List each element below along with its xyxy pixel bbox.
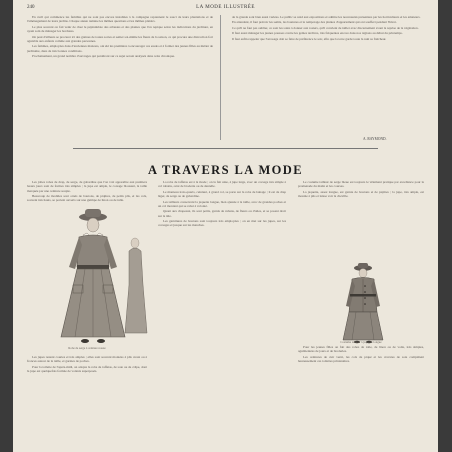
paragraph: Les jolies robes de drap, de serge, de gabardine que l'on voit apparaître aux premiers beaux jours sont de formes très simples ; la jupe est ample, le corsage blousant, la taille marquée par une ceinture souple.	[27, 180, 147, 193]
paragraph: de la grande sont bien aussi variées. Le public se rend aux expositions et admire les nouveautés présentées par les horticulteurs et les amateurs.	[232, 15, 421, 19]
paragraph: Le manteau trois-quarts, ceinturé, à grand col, se porte sur la robe de lainage ; il est de drap léger, de serge ou de gabardine.	[158, 189, 286, 199]
paragraph: La jaquette, assez longue, est garnie de boutons et de piqûres ; la jupe, très ample, est montée à plis et laisse voir la cheville.	[298, 189, 424, 199]
paragraph: Les tailleurs conservent la jaquette longue, bien ajustée à la taille, avec de grandes poches et un col montant qui se rabat à volonté.	[158, 199, 286, 208]
fashion-illustration-dress	[33, 205, 153, 355]
figure-caption-left: Robe de serge à ceinture nouée	[68, 346, 106, 350]
page-header	[27, 5, 424, 13]
dress-figure-icon	[33, 205, 153, 355]
fashion-illustration-suit	[303, 262, 423, 344]
paragraph: Les garnitures de boutons sont toujours très employées ; on en met sur les jupes, sur les corsages et jusque sur les manches.	[158, 219, 286, 228]
paragraph: Il faut enfin rappeler que l'arrosage doit se faire de préférence le soir, afin que la terre garde toute la nuit sa fraîcheur.	[232, 36, 387, 41]
section-headline: A TRAVERS LA MODE	[148, 163, 303, 177]
column-divider	[220, 15, 221, 140]
magazine-page	[13, 0, 438, 452]
paragraph: En avril qui commence les familles qui ne sont pas encore installées à la campagne reprennent le souci de leurs plantations et de l'aménagement de leurs jardins. Chaque année ramène les mêmes questions et les mêmes plaisirs.	[27, 15, 213, 24]
paragraph: Les jupes restent courtes et très amples ; elles sont souvent montées à plis creux ou à fronces autour de la taille, et garnies de poches.	[27, 355, 147, 364]
figure-caption-right: Costume tailleur à jaquette longue	[340, 340, 382, 344]
paragraph: La robe de taffetas est à la mode ; on la fait unie, à jupe large, avec un corsage très simple à col rabattu, orné de broderie ou de dentelle.	[158, 180, 286, 189]
paragraph: Ce qu'il ne faut pas oublier, ce sont les soins à donner aux rosiers, qu'il convient de tailler avec discernement avant la reprise de la végétation.	[232, 25, 419, 30]
paragraph: Quant aux chapeaux, ils sont petits, garnis de rubans, de fleurs ou d'ailes, et se posent droit sur la tête.	[158, 209, 286, 218]
paragraph: Il faut aussi ménager les jeunes pousses contre les gelées tardives, très fréquentes encore dans nos régions au début du printemps.	[232, 31, 403, 36]
section-divider	[73, 148, 378, 149]
magazine-title: LA MODE ILLUSTRÉE	[196, 5, 255, 10]
main-article-column-1-lower	[27, 355, 147, 450]
top-article-left-column	[27, 15, 213, 140]
page-number: 240	[27, 5, 35, 10]
paragraph: Les femmes, employées dans d'anciennes maisons, ont été les premières à encourager ces essais et à former des jeunes filles au métier de jardinière, dans de très bonnes conditions.	[27, 44, 213, 53]
paragraph: En attendant, il faut prévoir les semis, les boutures et le rempotage des plantes d'appartement qui ont souffert pendant l'hiver.	[232, 20, 397, 25]
article-signature: A. RAYMOND.	[363, 137, 387, 141]
main-article-column-3	[298, 180, 424, 260]
suit-figure-icon	[303, 262, 423, 344]
main-article-column-2	[158, 180, 286, 450]
paragraph: Prochainement, un grand nombre d'ouvrages qui paraîtront sur ce sujet seront analysés dans cette chronique.	[32, 54, 175, 59]
main-article-column-3-lower	[298, 345, 424, 450]
paragraph: On peut d'ailleurs se procurer ici des graines de toutes sortes et semer soi-même les fleurs de la saison, ce qui procure une distraction fort agréable aux enfants comme aux grandes personnes.	[27, 34, 213, 43]
paragraph: Pour les jeunes filles on fait des robes de toile, de linon ou de voile, très simples, agrémentées de jours et de broderies.	[298, 345, 424, 354]
top-article-right-column	[227, 15, 423, 135]
paragraph: Le costume tailleur de serge bleue est toujours le vêtement pratique par excellence pour la promenade du matin et les courses.	[298, 180, 424, 189]
paragraph: Le plus souvent on fait venir de chez le pépiniériste des arbustes et des plantes que l'on repique selon les indications du jardinier, en ayant soin de ménager les bordures.	[27, 24, 213, 34]
paragraph: Pour la toilette de l'après-midi, on adopte la robe de taffetas, de soie ou de crêpe, dont la jupe est quelquefois formée de volants superposés.	[27, 364, 147, 374]
paragraph: Les ceintures de cuir verni, les cols de piqué et les cravates de soie complètent heureusement ces toilettes printanières.	[298, 354, 424, 364]
paragraph: Beaucoup de modèles sont ornés de boutons, de piqûres, de petits plis, et les cols, souvent très hauts, se portent ouverts sur une guimpe de linon ou de tulle.	[27, 194, 147, 203]
